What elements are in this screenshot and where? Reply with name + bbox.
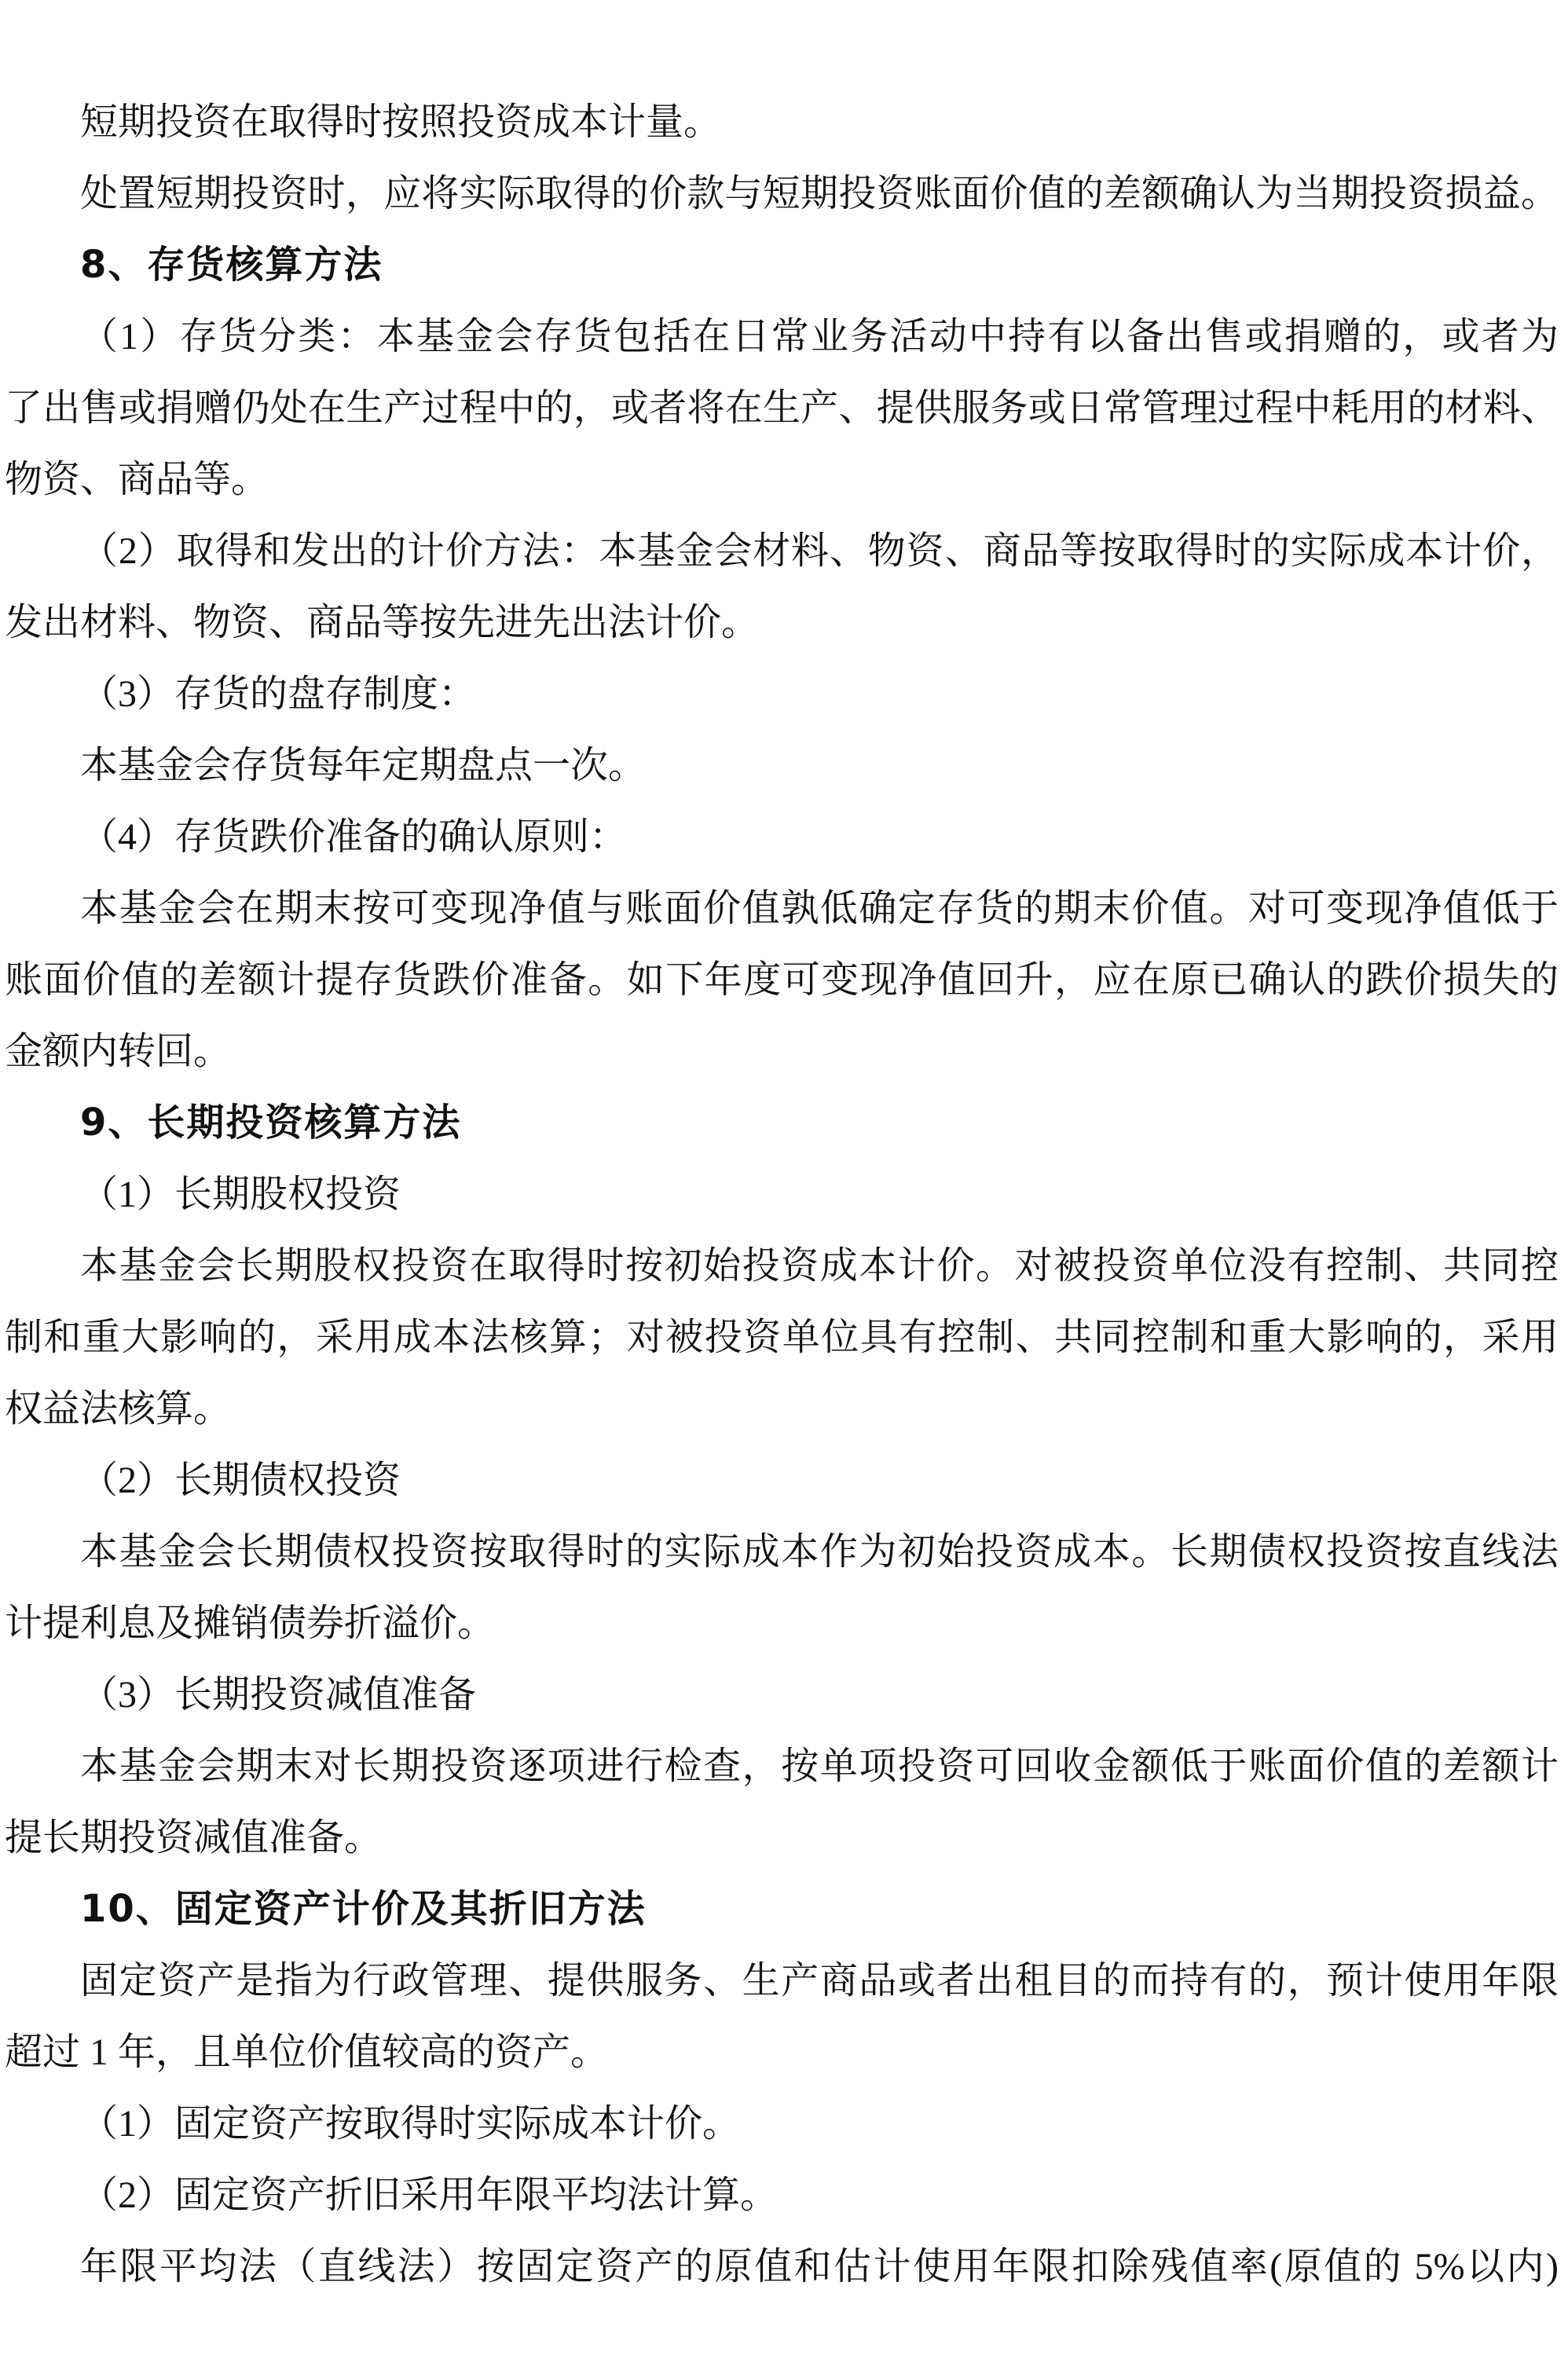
text-line: 本基金会期末对长期投资逐项进行检查，按单项投资可回收金额低于账面价值的差额计 [80,1745,1559,1787]
document-lines [5,86,1559,2302]
text-line: 权益法核算。 [5,1388,232,1430]
text-line: （2）长期债权投资 [80,1460,401,1501]
text-line: 物资、商品等。 [5,459,269,500]
text-line: 制和重大影响的，采用成本法核算；对被投资单位具有控制、共同控制和重大影响的，采用 [5,1317,1559,1358]
text-line: （3）长期投资减值准备 [80,1674,477,1716]
text-line: 固定资产是指为行政管理、提供服务、生产商品或者出租目的而持有的，预计使用年限 [80,1960,1559,2002]
text-line: 本基金会长期债权投资按取得时的实际成本作为初始投资成本。长期债权投资按直线法 [80,1531,1559,1573]
text-line: （2）取得和发出的计价方法：本基金会材料、物资、商品等按取得时的实际成本计价， [80,530,1559,572]
text-line: （1）长期股权投资 [80,1174,401,1215]
text-line: （3）存货的盘存制度： [80,673,477,715]
text-line: 年限平均法（直线法）按固定资产的原值和估计使用年限扣除残值率(原值的 5%以内) [80,2246,1559,2288]
text-line: （1）存货分类：本基金会存货包括在日常业务活动中持有以备出售或捐赠的，或者为 [80,316,1559,357]
text-line: 本基金会长期股权投资在取得时按初始投资成本计价。对被投资单位没有控制、共同控 [80,1245,1559,1287]
text-line: 账面价值的差额计提存货跌价准备。如下年度可变现净值回升，应在原已确认的跌价损失的 [5,959,1559,1001]
text-line: 计提利息及摊销债券折溢价。 [5,1603,496,1644]
text-line: （2）固定资产折旧采用年限平均法计算。 [80,2174,779,2216]
text-line: 金额内转回。 [5,1031,232,1072]
text-line: 本基金会在期末按可变现净值与账面价值孰低确定存货的期末价值。对可变现净值低于 [80,888,1559,929]
section-heading: 8、存货核算方法 [80,243,383,287]
text-line: 本基金会存货每年定期盘点一次。 [80,745,647,786]
text-line: 了出售或捐赠仍处在生产过程中的，或者将在生产、提供服务或日常管理过程中耗用的材料、 [5,387,1559,429]
text-line: 发出材料、物资、商品等按先进先出法计价。 [5,602,760,643]
text-line: 处置短期投资时，应将实际取得的价款与短期投资账面价值的差额确认为当期投资损益。 [80,173,1559,214]
text-line: 短期投资在取得时按照投资成本计量。 [80,101,722,143]
text-line: 超过 1 年，且单位价值较高的资产。 [5,2031,609,2073]
text-line: （1）固定资产按取得时实际成本计价。 [80,2103,741,2145]
section-heading: 9、长期投资核算方法 [80,1101,462,1145]
text-line: 提长期投资减值准备。 [5,1817,383,1859]
text-line: （4）存货跌价准备的确认原则： [80,816,628,858]
section-heading: 10、固定资产计价及其折旧方法 [80,1887,647,1931]
